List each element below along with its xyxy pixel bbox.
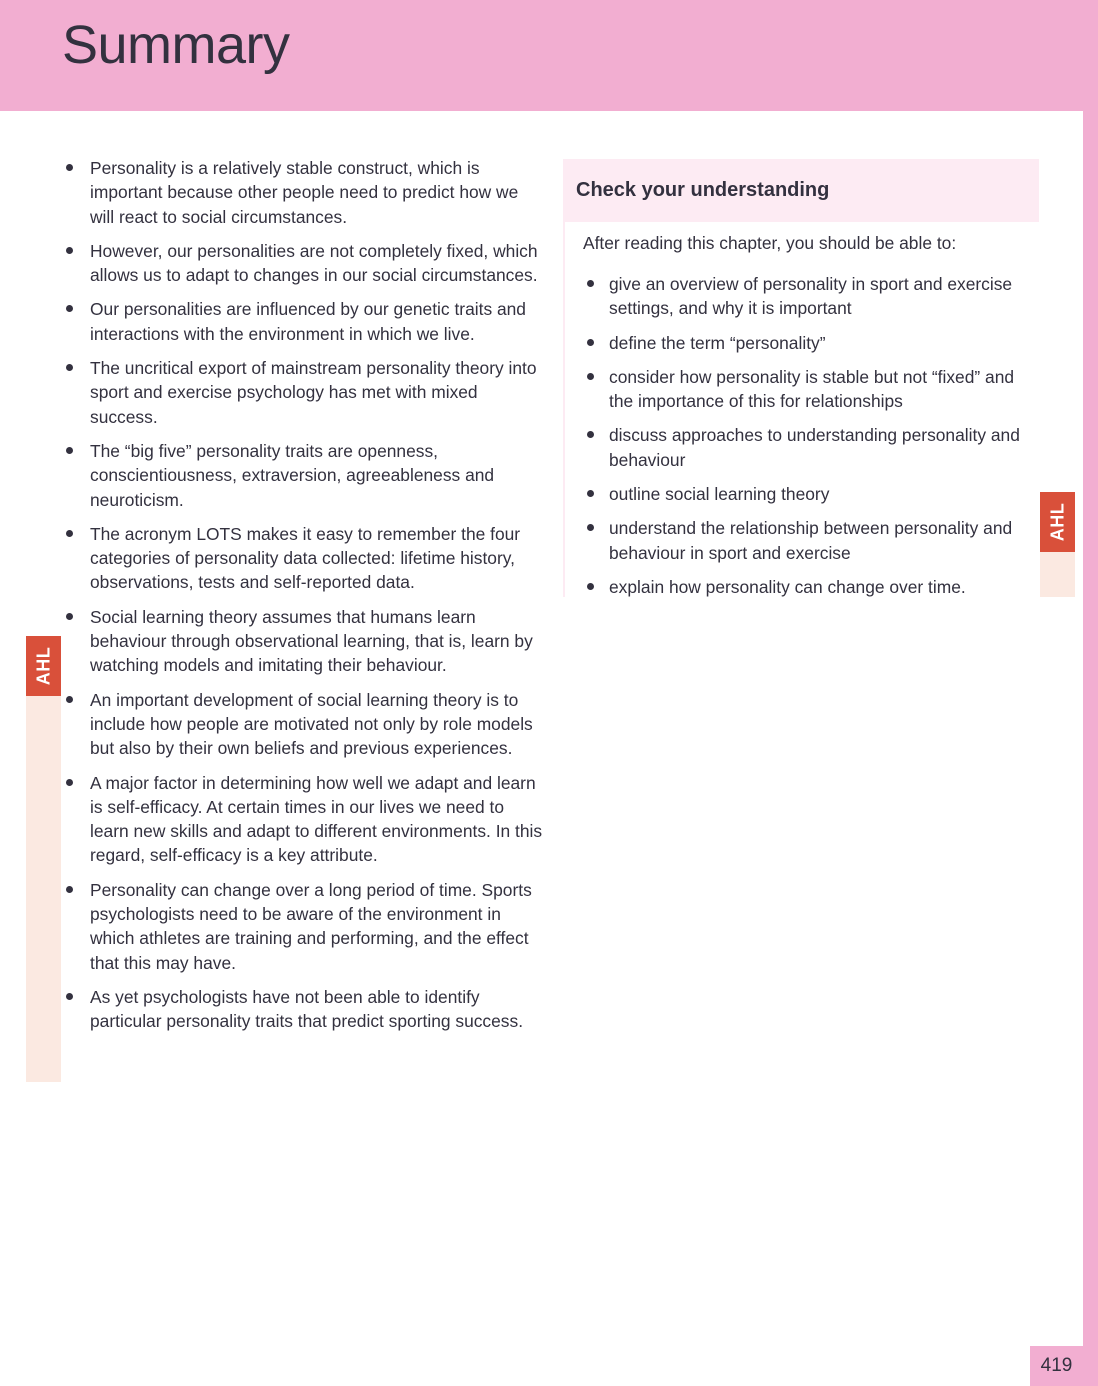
page-title: Summary [62, 15, 290, 75]
list-item: consider how personality is stable but not “fixed” and the importance of this for relationships [583, 365, 1033, 414]
box-side-rule [563, 222, 565, 597]
list-item: outline social learning theory [583, 482, 1033, 506]
list-item: Social learning theory assumes that humans learn behaviour through observational learning, that is, learn by watching models and imitating their behaviour. [62, 605, 547, 678]
list-item: The uncritical export of mainstream personality theory into sport and exercise psychology has met with mixed success. [62, 356, 547, 429]
list-item: However, our personalities are not completely fixed, which allows us to adapt to changes in our social circumstances. [62, 239, 547, 288]
check-understanding-header [563, 159, 1039, 222]
list-item: discuss approaches to understanding personality and behaviour [583, 423, 1033, 472]
list-item: understand the relationship between personality and behaviour in sport and exercise [583, 516, 1033, 565]
ahl-label: AHL [33, 646, 53, 686]
list-item: The “big five” personality traits are openness, conscientiousness, extraversion, agreeableness and neuroticism. [62, 439, 547, 512]
list-item: give an overview of personality in sport and exercise settings, and why it is important [583, 272, 1033, 321]
check-understanding-box [563, 159, 1039, 597]
list-item: Personality can change over a long period of time. Sports psychologists need to be aware of the environment in which athletes are training and performing, and the effect that this may have. [62, 878, 547, 975]
list-item: The acronym LOTS makes it easy to remember the four categories of personality data collected: lifetime history, observations, tests and self-reported data. [62, 522, 547, 595]
page-edge-strip [1083, 111, 1098, 1386]
check-understanding-list [583, 272, 1033, 609]
check-understanding-title: Check your understanding [576, 179, 830, 201]
check-understanding-intro: After reading this chapter, you should be able to: [583, 233, 957, 253]
ahl-label: AHL [1047, 502, 1067, 542]
list-item: define the term “personality” [583, 331, 1033, 355]
list-item: Personality is a relatively stable construct, which is important because other people need to predict how we will react to social circumstances. [62, 156, 547, 229]
list-item: As yet psychologists have not been able to identify particular personality traits that predict sporting success. [62, 985, 547, 1034]
page-number: 419 [1030, 1346, 1083, 1386]
list-item: Our personalities are influenced by our genetic traits and interactions with the environment in which we live. [62, 297, 547, 346]
list-item: A major factor in determining how well we adapt and learn is self-efficacy. At certain times in our lives we need to learn new skills and adapt to different environments. In this regard, self-efficacy is a key attribute. [62, 771, 547, 868]
list-item: An important development of social learning theory is to include how people are motivated not only by role models but also by their own beliefs and previous experiences. [62, 688, 547, 761]
page-header [0, 0, 1098, 111]
list-item: explain how personality can change over time. [583, 575, 1033, 599]
ahl-margin-bar [26, 636, 61, 1082]
ahl-tag-right [1040, 492, 1075, 552]
ahl-tag-left [26, 636, 61, 696]
summary-list [62, 156, 547, 1044]
